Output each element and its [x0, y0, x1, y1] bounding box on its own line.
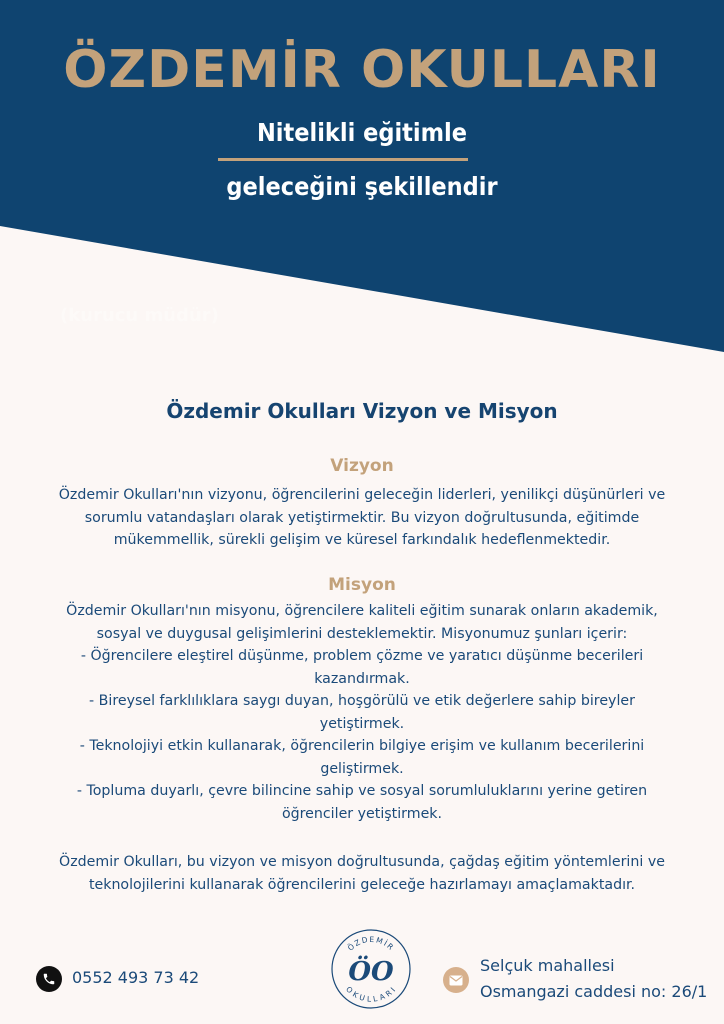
- svg-text:ÖZDEMİR: [346, 935, 396, 953]
- logo-top-text: ÖZDEMİR: [345, 934, 397, 953]
- address-line-2: Osmangazi caddesi no: 26/1: [480, 982, 708, 1001]
- misyon-line: - Topluma duyarlı, çevre bilincine sahip ve sosyal sorumluluklarını yerine getiren: [76, 783, 648, 799]
- misyon-heading: Misyon: [328, 575, 396, 595]
- vizyon-line: Özdemir Okulları'nın vizyonu, öğrencilerini geleceğin liderleri, yenilikçi düşünürleri ve: [58, 487, 666, 503]
- misyon-line: yetiştirmek.: [319, 715, 405, 732]
- misyon-line: öğrenciler yetiştirmek.: [281, 805, 443, 822]
- address-line-1: Selçuk mahallesi: [480, 956, 615, 975]
- misyon-line: kazandırmak.: [314, 670, 410, 687]
- misyon-line: - Öğrencilere eleştirel düşünme, problem çözme ve yaratıcı düşünme becerileri: [80, 648, 644, 664]
- vizyon-line: sorumlu vatandaşları olarak yetiştirmektir. Bu vizyon doğrultusunda, eğitimde: [84, 509, 640, 526]
- content-title: Özdemir Okulları Vizyon ve Misyon: [166, 399, 558, 423]
- phone-number[interactable]: 0552 493 73 42: [72, 968, 200, 987]
- founder-label: (kurucu müdür): [60, 305, 219, 326]
- misyon-line: sosyal ve duygusal gelişimlerini desteklemektir. Misyonumuz şunları içerir:: [96, 625, 628, 642]
- svg-text:OKULLARI: [344, 985, 398, 1004]
- tagline-divider: [218, 158, 468, 161]
- vizyon-line: mükemmellik, sürekli gelişim ve küresel farkındalık hedeflenmektedir.: [113, 532, 611, 548]
- closing-line: teknolojilerini kullanarak öğrencilerini geleceğe hazırlamayı amaçlamaktadır.: [88, 876, 636, 893]
- misyon-line: - Teknolojiyi etkin kullanarak, öğrencilerin bilgiye erişim ve kullanım becerilerini: [79, 738, 645, 754]
- brand-title: ÖZDEMİR OKULLARI: [63, 40, 661, 100]
- logo-bottom-text: OKULLARI: [344, 984, 399, 1004]
- school-logo: [330, 928, 412, 1010]
- phone-icon: [36, 966, 62, 992]
- logo-letters: ÖO: [348, 957, 394, 987]
- misyon-line: Özdemir Okulları'nın misyonu, öğrencilere kaliteli eğitim sunarak onların akademik,: [66, 603, 658, 619]
- tagline-line-1: Nitelikli eğitimle: [256, 118, 468, 147]
- closing-line: Özdemir Okulları, bu vizyon ve misyon doğrultusunda, çağdaş eğitim yöntemlerini ve: [59, 854, 665, 870]
- vizyon-text: [0, 484, 724, 552]
- closing-text: [0, 851, 724, 896]
- mail-icon: [443, 967, 469, 993]
- misyon-line: - Bireysel farklılıklara saygı duyan, hoşgörülü ve etik değerlere sahip bireyler: [89, 693, 635, 709]
- vizyon-heading: Vizyon: [330, 456, 394, 476]
- tagline-line-2: geleceğini şekillendir: [226, 172, 498, 201]
- misyon-line: geliştirmek.: [320, 760, 404, 777]
- misyon-text: [0, 600, 724, 825]
